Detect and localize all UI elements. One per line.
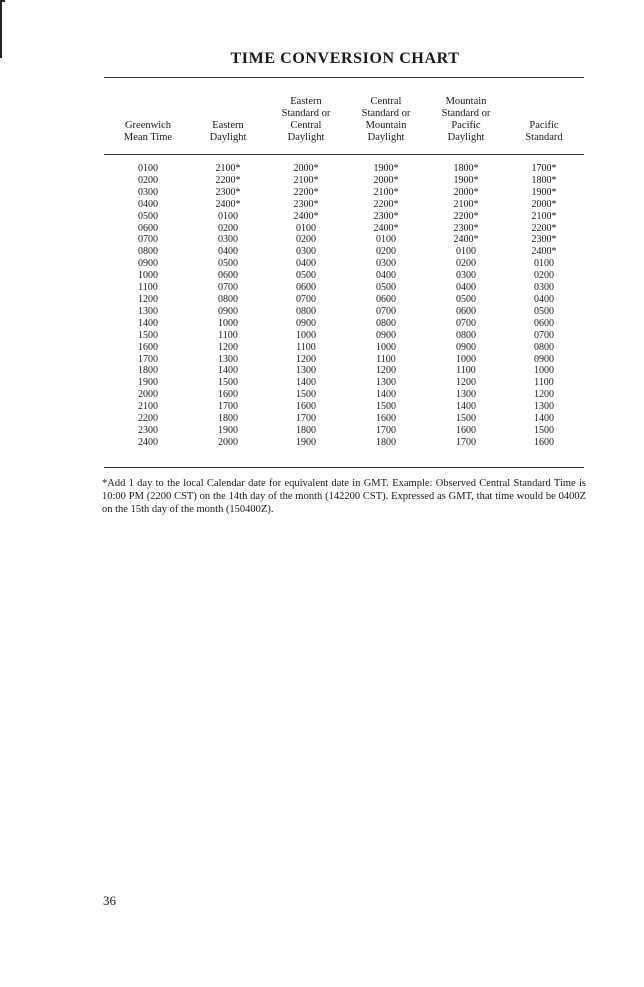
column-header-line: Standard bbox=[525, 132, 563, 143]
cell-mountain-standard-pacific-daylight: 1400 bbox=[456, 401, 476, 413]
cell-mountain-standard-pacific-daylight: 1600 bbox=[456, 424, 476, 436]
cell-eastern-standard-central-daylight: 0300 bbox=[296, 246, 316, 258]
cell-eastern-daylight: 0700 bbox=[218, 282, 238, 294]
table-row bbox=[106, 199, 582, 211]
cell-eastern-standard-central-daylight: 1100 bbox=[296, 341, 316, 353]
cell-central-standard-mountain-daylight: 2200* bbox=[373, 198, 399, 210]
cell-gmt: 1900 bbox=[138, 377, 158, 389]
cell-eastern-daylight: 0900 bbox=[218, 305, 238, 317]
cell-eastern-standard-central-daylight: 2200* bbox=[293, 186, 319, 198]
cell-pacific-standard: 0600 bbox=[534, 317, 554, 329]
column-header-line: Mountain bbox=[445, 96, 487, 107]
cell-pacific-standard: 1500 bbox=[534, 424, 554, 436]
column-header-line: Mountain bbox=[365, 120, 407, 131]
top-rule bbox=[104, 77, 584, 78]
cell-eastern-daylight: 2100* bbox=[215, 163, 241, 174]
cell-eastern-standard-central-daylight: 0400 bbox=[296, 258, 316, 270]
column-header-eastern-daylight bbox=[190, 92, 266, 148]
cell-gmt: 0500 bbox=[138, 210, 158, 222]
cell-pacific-standard: 2400* bbox=[531, 246, 557, 258]
cell-gmt: 1600 bbox=[138, 341, 158, 353]
cell-pacific-standard: 0100 bbox=[534, 258, 554, 270]
cell-central-standard-mountain-daylight: 1400 bbox=[376, 389, 396, 401]
cell-eastern-standard-central-daylight: 1000 bbox=[296, 329, 316, 341]
table-row bbox=[106, 425, 582, 437]
cell-central-standard-mountain-daylight: 0800 bbox=[376, 317, 396, 329]
cell-central-standard-mountain-daylight: 1800 bbox=[376, 436, 396, 448]
cell-gmt: 0100 bbox=[138, 163, 158, 174]
cell-mountain-standard-pacific-daylight: 1700 bbox=[456, 436, 476, 448]
cell-mountain-standard-pacific-daylight: 1800* bbox=[453, 163, 479, 174]
table-body bbox=[106, 148, 582, 449]
cell-pacific-standard: 2300* bbox=[531, 234, 557, 246]
cell-mountain-standard-pacific-daylight: 0900 bbox=[456, 341, 476, 353]
cell-eastern-standard-central-daylight: 1900 bbox=[296, 436, 316, 448]
table-row bbox=[106, 175, 582, 187]
cell-mountain-standard-pacific-daylight: 0200 bbox=[456, 258, 476, 270]
table-row bbox=[106, 401, 582, 413]
cell-central-standard-mountain-daylight: 0500 bbox=[376, 282, 396, 294]
cell-mountain-standard-pacific-daylight: 2200* bbox=[453, 210, 479, 222]
cell-eastern-standard-central-daylight: 2400* bbox=[293, 210, 319, 222]
cell-eastern-standard-central-daylight: 1700 bbox=[296, 413, 316, 425]
table-row bbox=[106, 377, 582, 389]
page-number: 36 bbox=[103, 893, 116, 908]
cell-pacific-standard: 2100* bbox=[531, 210, 557, 222]
cell-pacific-standard: 1700* bbox=[531, 163, 557, 174]
table-row bbox=[106, 148, 582, 175]
cell-central-standard-mountain-daylight: 0600 bbox=[376, 293, 396, 305]
page-title: TIME CONVERSION CHART bbox=[230, 50, 460, 67]
column-header-line: Central bbox=[290, 120, 322, 131]
column-header-line: Daylight bbox=[209, 132, 247, 143]
cell-gmt: 1400 bbox=[138, 317, 158, 329]
cell-central-standard-mountain-daylight: 2300* bbox=[373, 210, 399, 222]
cell-central-standard-mountain-daylight: 0100 bbox=[376, 234, 396, 246]
cell-pacific-standard: 0400 bbox=[534, 293, 554, 305]
cell-mountain-standard-pacific-daylight: 2300* bbox=[453, 222, 479, 234]
cell-mountain-standard-pacific-daylight: 1500 bbox=[456, 413, 476, 425]
table-row bbox=[106, 223, 582, 235]
cell-gmt: 0800 bbox=[138, 246, 158, 258]
cell-eastern-daylight: 1200 bbox=[218, 341, 238, 353]
cell-central-standard-mountain-daylight: 2400* bbox=[373, 222, 399, 234]
cell-eastern-standard-central-daylight: 0700 bbox=[296, 293, 316, 305]
column-header-gmt bbox=[106, 92, 190, 148]
cell-gmt: 1300 bbox=[138, 305, 158, 317]
cell-central-standard-mountain-daylight: 0300 bbox=[376, 258, 396, 270]
table-row bbox=[106, 234, 582, 246]
cell-eastern-daylight: 0800 bbox=[218, 293, 238, 305]
table-row bbox=[106, 354, 582, 366]
cell-eastern-daylight: 1700 bbox=[218, 401, 238, 413]
cell-central-standard-mountain-daylight: 1900* bbox=[373, 163, 399, 174]
cell-gmt: 1200 bbox=[138, 293, 158, 305]
cell-pacific-standard: 1000 bbox=[534, 365, 554, 377]
cell-pacific-standard: 0900 bbox=[534, 353, 554, 365]
cell-gmt: 1000 bbox=[138, 270, 158, 282]
cell-pacific-standard: 2200* bbox=[531, 222, 557, 234]
cell-mountain-standard-pacific-daylight: 1300 bbox=[456, 389, 476, 401]
cell-eastern-daylight: 1300 bbox=[218, 353, 238, 365]
cell-mountain-standard-pacific-daylight: 0600 bbox=[456, 305, 476, 317]
cell-gmt: 0300 bbox=[138, 186, 158, 198]
cell-eastern-daylight: 1500 bbox=[218, 377, 238, 389]
cell-eastern-standard-central-daylight: 2100* bbox=[293, 174, 319, 186]
table-row bbox=[106, 282, 582, 294]
column-header-line: Eastern bbox=[212, 120, 244, 131]
cell-eastern-daylight: 2000 bbox=[218, 436, 238, 448]
cell-eastern-daylight: 0200 bbox=[218, 222, 238, 234]
cell-mountain-standard-pacific-daylight: 1200 bbox=[456, 377, 476, 389]
footnote: *Add 1 day to the local Calendar date for equivalent date in GMT. Example: Observed Central Standard Time is 10:00 PM (2200 CST) on the 14th day of the month (142200 CST). Expressed as GMT, that time would be 0400Z on the 15th day of the month (150400Z). bbox=[102, 478, 586, 515]
cell-eastern-daylight: 1900 bbox=[218, 424, 238, 436]
cell-pacific-standard: 0700 bbox=[534, 329, 554, 341]
cell-central-standard-mountain-daylight: 0700 bbox=[376, 305, 396, 317]
cell-central-standard-mountain-daylight: 1300 bbox=[376, 377, 396, 389]
cell-central-standard-mountain-daylight: 1000 bbox=[376, 341, 396, 353]
cell-eastern-daylight: 0100 bbox=[218, 210, 238, 222]
table-row bbox=[106, 270, 582, 282]
cell-eastern-standard-central-daylight: 0100 bbox=[296, 222, 316, 234]
table-row bbox=[106, 294, 582, 306]
column-header-line: Pacific bbox=[529, 120, 559, 131]
column-header-line: Daylight bbox=[287, 132, 325, 143]
column-header-line: Standard or bbox=[361, 108, 411, 119]
time-conversion-table bbox=[106, 92, 582, 449]
cell-eastern-daylight: 2400* bbox=[215, 198, 241, 210]
cell-central-standard-mountain-daylight: 0900 bbox=[376, 329, 396, 341]
cell-mountain-standard-pacific-daylight: 2100* bbox=[453, 198, 479, 210]
cell-mountain-standard-pacific-daylight: 2000* bbox=[453, 186, 479, 198]
cell-gmt: 2200 bbox=[138, 413, 158, 425]
cell-central-standard-mountain-daylight: 2100* bbox=[373, 186, 399, 198]
cell-pacific-standard: 2000* bbox=[531, 198, 557, 210]
cell-pacific-standard: 1200 bbox=[534, 389, 554, 401]
cell-eastern-standard-central-daylight: 0200 bbox=[296, 234, 316, 246]
column-header-line: Eastern bbox=[290, 96, 322, 107]
table-row bbox=[106, 306, 582, 318]
cell-eastern-daylight: 2300* bbox=[215, 186, 241, 198]
cell-eastern-standard-central-daylight: 2300* bbox=[293, 198, 319, 210]
cell-eastern-standard-central-daylight: 1600 bbox=[296, 401, 316, 413]
column-header-line: Daylight bbox=[367, 132, 405, 143]
table-row bbox=[106, 437, 582, 449]
cell-pacific-standard: 1800* bbox=[531, 174, 557, 186]
cell-eastern-standard-central-daylight: 0500 bbox=[296, 270, 316, 282]
cell-central-standard-mountain-daylight: 1700 bbox=[376, 424, 396, 436]
table-row bbox=[106, 318, 582, 330]
cell-eastern-standard-central-daylight: 0800 bbox=[296, 305, 316, 317]
cell-central-standard-mountain-daylight: 1200 bbox=[376, 365, 396, 377]
column-header-line: Pacific bbox=[451, 120, 481, 131]
cell-eastern-daylight: 0300 bbox=[218, 234, 238, 246]
cell-gmt: 0400 bbox=[138, 198, 158, 210]
table-row bbox=[106, 211, 582, 223]
cell-central-standard-mountain-daylight: 0400 bbox=[376, 270, 396, 282]
cell-central-standard-mountain-daylight: 1600 bbox=[376, 413, 396, 425]
table-row bbox=[106, 330, 582, 342]
cell-central-standard-mountain-daylight: 0200 bbox=[376, 246, 396, 258]
cell-eastern-daylight: 0400 bbox=[218, 246, 238, 258]
cell-mountain-standard-pacific-daylight: 0400 bbox=[456, 282, 476, 294]
cell-pacific-standard: 1900* bbox=[531, 186, 557, 198]
cell-mountain-standard-pacific-daylight: 1000 bbox=[456, 353, 476, 365]
cell-gmt: 1100 bbox=[138, 282, 158, 294]
column-header-eastern-standard-central-daylight bbox=[266, 92, 346, 148]
cell-pacific-standard: 1600 bbox=[534, 436, 554, 448]
column-header-pacific-standard bbox=[506, 92, 582, 148]
cell-pacific-standard: 0300 bbox=[534, 282, 554, 294]
cell-central-standard-mountain-daylight: 1500 bbox=[376, 401, 396, 413]
cell-eastern-standard-central-daylight: 0900 bbox=[296, 317, 316, 329]
cell-gmt: 1700 bbox=[138, 353, 158, 365]
cell-eastern-standard-central-daylight: 2000* bbox=[293, 163, 319, 174]
cell-central-standard-mountain-daylight: 1100 bbox=[376, 353, 396, 365]
cell-gmt: 0600 bbox=[138, 222, 158, 234]
cell-gmt: 0700 bbox=[138, 234, 158, 246]
cell-eastern-standard-central-daylight: 1300 bbox=[296, 365, 316, 377]
column-header-line: Standard or bbox=[441, 108, 491, 119]
cell-eastern-standard-central-daylight: 0600 bbox=[296, 282, 316, 294]
column-header-line: Greenwich bbox=[124, 120, 172, 131]
cell-central-standard-mountain-daylight: 2000* bbox=[373, 174, 399, 186]
cell-pacific-standard: 0500 bbox=[534, 305, 554, 317]
cell-gmt: 0900 bbox=[138, 258, 158, 270]
column-header-line: Standard or bbox=[281, 108, 331, 119]
cell-mountain-standard-pacific-daylight: 0500 bbox=[456, 293, 476, 305]
table-row bbox=[106, 365, 582, 377]
cell-eastern-daylight: 2200* bbox=[215, 174, 241, 186]
column-header-central-standard-mountain-daylight bbox=[346, 92, 426, 148]
cell-mountain-standard-pacific-daylight: 0800 bbox=[456, 329, 476, 341]
table-row bbox=[106, 342, 582, 354]
cell-eastern-daylight: 1600 bbox=[218, 389, 238, 401]
column-header-line: Central bbox=[370, 96, 402, 107]
table-header-row bbox=[106, 92, 582, 148]
cell-eastern-standard-central-daylight: 1200 bbox=[296, 353, 316, 365]
column-header-mountain-standard-pacific-daylight bbox=[426, 92, 506, 148]
cell-mountain-standard-pacific-daylight: 1900* bbox=[453, 174, 479, 186]
cell-gmt: 1500 bbox=[138, 329, 158, 341]
table-row bbox=[106, 389, 582, 401]
cell-mountain-standard-pacific-daylight: 0700 bbox=[456, 317, 476, 329]
table-row bbox=[106, 187, 582, 199]
cell-pacific-standard: 0800 bbox=[534, 341, 554, 353]
cell-eastern-daylight: 1400 bbox=[218, 365, 238, 377]
column-header-line: Mean Time bbox=[123, 132, 173, 143]
cell-gmt: 2100 bbox=[138, 401, 158, 413]
bottom-rule bbox=[104, 467, 584, 468]
cell-mountain-standard-pacific-daylight: 2400* bbox=[453, 234, 479, 246]
column-header-line: Daylight bbox=[447, 132, 485, 143]
cell-pacific-standard: 1100 bbox=[534, 377, 554, 389]
cell-eastern-standard-central-daylight: 1400 bbox=[296, 377, 316, 389]
cell-gmt: 1800 bbox=[138, 365, 158, 377]
cell-mountain-standard-pacific-daylight: 0100 bbox=[456, 246, 476, 258]
cell-eastern-standard-central-daylight: 1500 bbox=[296, 389, 316, 401]
cell-eastern-daylight: 0500 bbox=[218, 258, 238, 270]
cell-pacific-standard: 0200 bbox=[534, 270, 554, 282]
cell-eastern-daylight: 1000 bbox=[218, 317, 238, 329]
cell-pacific-standard: 1400 bbox=[534, 413, 554, 425]
cell-mountain-standard-pacific-daylight: 0300 bbox=[456, 270, 476, 282]
cell-mountain-standard-pacific-daylight: 1100 bbox=[456, 365, 476, 377]
table-row bbox=[106, 413, 582, 425]
table-row bbox=[106, 258, 582, 270]
cell-gmt: 2400 bbox=[138, 436, 158, 448]
cell-gmt: 2300 bbox=[138, 424, 158, 436]
cell-gmt: 0200 bbox=[138, 174, 158, 186]
cell-eastern-daylight: 0600 bbox=[218, 270, 238, 282]
cell-gmt: 2000 bbox=[138, 389, 158, 401]
cell-eastern-standard-central-daylight: 1800 bbox=[296, 424, 316, 436]
table-row bbox=[106, 246, 582, 258]
cell-pacific-standard: 1300 bbox=[534, 401, 554, 413]
cell-eastern-daylight: 1100 bbox=[218, 329, 238, 341]
cell-eastern-daylight: 1800 bbox=[218, 413, 238, 425]
